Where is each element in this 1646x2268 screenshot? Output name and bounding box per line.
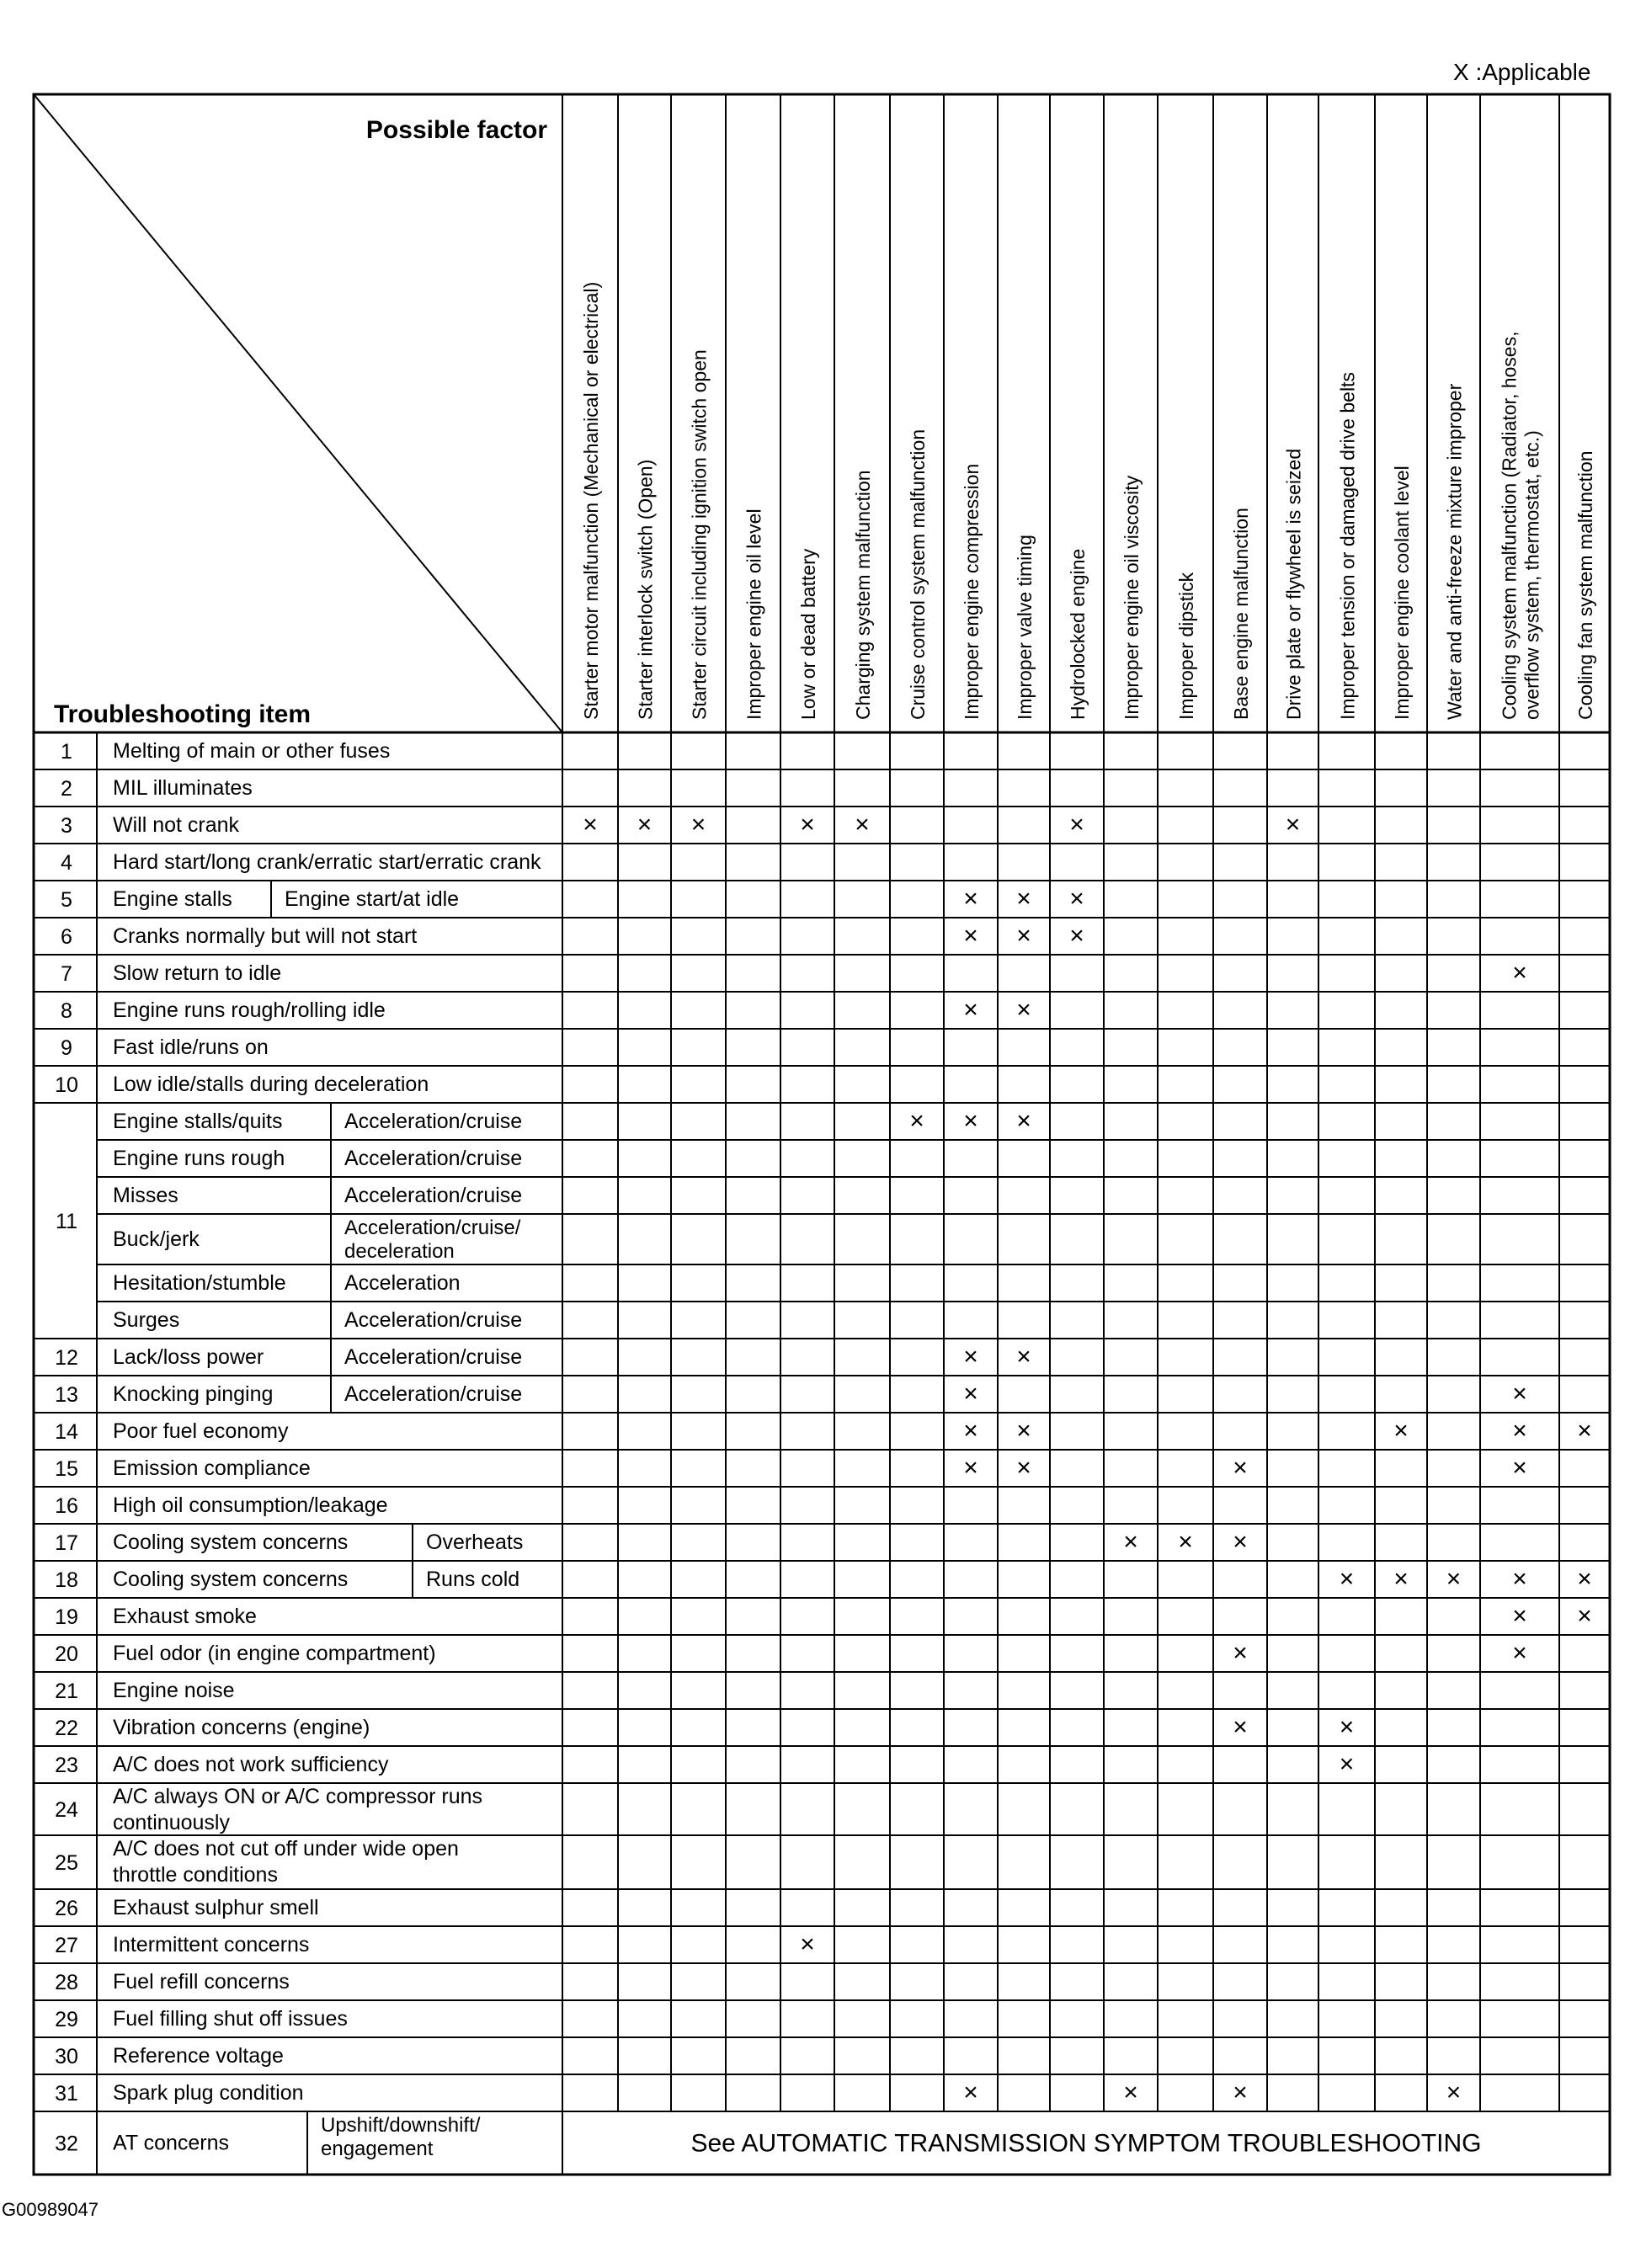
- row-number: 10: [55, 1073, 78, 1097]
- applicable-legend: X :Applicable: [1453, 59, 1591, 85]
- row-number: 14: [55, 1420, 78, 1444]
- row-number: 1: [61, 740, 72, 764]
- row-number: 4: [61, 851, 72, 875]
- troubleshooting-item: MIL illuminates: [113, 776, 253, 800]
- condition-text: Acceleration/cruise: [344, 1110, 523, 1133]
- troubleshooting-item: A/C always ON or A/C compressor runs: [113, 1785, 483, 1808]
- troubleshooting-item: A/C does not cut off under wide open: [113, 1837, 459, 1861]
- applicable-mark: ×: [800, 1930, 815, 1958]
- troubleshooting-item: Exhaust sulphur smell: [113, 1896, 319, 1919]
- row-number: 7: [61, 962, 72, 986]
- troubleshooting-item: Cooling system concerns: [113, 1531, 349, 1554]
- row-number: 9: [61, 1036, 72, 1060]
- possible-factor-label: Possible factor: [365, 116, 547, 144]
- applicable-mark: ×: [1339, 1713, 1355, 1741]
- factor-label-2: Starter interlock switch (Open): [634, 459, 657, 720]
- applicable-mark: ×: [963, 922, 978, 950]
- applicable-mark: ×: [1339, 1750, 1355, 1778]
- condition-text: Acceleration/cruise: [344, 1184, 523, 1207]
- applicable-mark: ×: [1512, 1417, 1527, 1445]
- factor-label-15: Improper tension or damaged drive belts: [1336, 372, 1359, 720]
- applicable-mark: ×: [1512, 1565, 1527, 1593]
- applicable-mark: ×: [963, 1417, 978, 1445]
- applicable-mark: ×: [1233, 1713, 1248, 1741]
- applicable-mark: ×: [1123, 2079, 1138, 2106]
- applicable-mark: ×: [1016, 996, 1031, 1024]
- applicable-mark: ×: [1178, 1528, 1193, 1556]
- applicable-mark: ×: [1233, 2079, 1248, 2106]
- row-number: 12: [55, 1346, 78, 1370]
- applicable-mark: ×: [1339, 1565, 1355, 1593]
- applicable-mark: ×: [1577, 1417, 1592, 1445]
- troubleshooting-item: Hesitation/stumble: [113, 1271, 286, 1295]
- see-at-troubleshooting-note: See AUTOMATIC TRANSMISSION SYMPTOM TROUBLESHOOTING: [690, 2129, 1482, 2158]
- troubleshooting-item: Knocking pinging: [113, 1382, 274, 1406]
- applicable-mark: ×: [1233, 1528, 1248, 1556]
- troubleshooting-item: Fuel refill concerns: [113, 1970, 290, 1994]
- row-number: 23: [55, 1754, 78, 1777]
- applicable-mark: ×: [800, 811, 815, 839]
- factor-label-17: Water and anti-freeze mixture improper: [1443, 383, 1466, 720]
- applicable-mark: ×: [1069, 811, 1084, 839]
- factor-label-19: Cooling fan system malfunction: [1574, 450, 1596, 720]
- troubleshooting-item: Fast idle/runs on: [113, 1036, 269, 1059]
- troubleshooting-item: Reference voltage: [113, 2044, 284, 2068]
- applicable-mark: ×: [1016, 885, 1031, 913]
- applicable-mark: ×: [1577, 1602, 1592, 1630]
- row-number: 3: [61, 814, 72, 838]
- condition-text: Acceleration/cruise: [344, 1147, 523, 1170]
- applicable-mark: ×: [1512, 959, 1527, 987]
- condition-text: Runs cold: [426, 1568, 520, 1591]
- troubleshooting-item: Misses: [113, 1184, 178, 1207]
- troubleshooting-item: A/C does not work sufficiency: [113, 1753, 389, 1776]
- condition-text: Acceleration: [344, 1271, 461, 1295]
- applicable-mark: ×: [637, 811, 653, 839]
- factor-label-11: Improper engine oil viscosity: [1121, 475, 1143, 720]
- row-number: 22: [55, 1717, 78, 1740]
- applicable-mark: ×: [963, 996, 978, 1024]
- factor-label-16: Improper engine coolant level: [1391, 466, 1413, 720]
- applicable-mark: ×: [963, 1343, 978, 1371]
- applicable-mark: ×: [1512, 1602, 1527, 1630]
- factor-label-6: Charging system malfunction: [852, 470, 874, 720]
- row-number: 18: [55, 1568, 78, 1592]
- factor-label-4: Improper engine oil level: [743, 508, 765, 720]
- condition-text: engagement: [321, 2138, 434, 2160]
- applicable-mark: ×: [583, 811, 598, 839]
- troubleshooting-item: Lack/loss power: [113, 1345, 264, 1369]
- factor-label-10: Hydrolocked engine: [1067, 548, 1089, 720]
- factor-label-8: Improper engine compression: [961, 463, 983, 720]
- troubleshooting-item: Engine runs rough: [113, 1147, 285, 1170]
- troubleshooting-item: Poor fuel economy: [113, 1419, 289, 1443]
- row-number: 27: [55, 1934, 78, 1957]
- applicable-mark: ×: [963, 1380, 978, 1408]
- troubleshooting-item: Buck/jerk: [113, 1227, 200, 1251]
- row-number: 24: [55, 1798, 78, 1822]
- condition-text: Acceleration/cruise: [344, 1308, 523, 1332]
- troubleshooting-item: Fuel filling shut off issues: [113, 2007, 348, 2031]
- row-number: 15: [55, 1457, 78, 1481]
- troubleshooting-item-label: Troubleshooting item: [54, 700, 311, 728]
- troubleshooting-item: Cranks normally but will not start: [113, 924, 418, 948]
- condition-text: Upshift/downshift/: [321, 2114, 481, 2137]
- troubleshooting-item: Engine runs rough/rolling idle: [113, 998, 386, 1022]
- troubleshooting-item: Cooling system concerns: [113, 1568, 349, 1591]
- troubleshooting-item: Engine noise: [113, 1679, 235, 1702]
- header-diagonal: [34, 94, 562, 732]
- applicable-mark: ×: [963, 2079, 978, 2106]
- factor-label-14: Drive plate or flywheel is seized: [1282, 448, 1305, 720]
- row-number: 31: [55, 2082, 78, 2106]
- row-number: 30: [55, 2045, 78, 2068]
- applicable-mark: ×: [1393, 1417, 1409, 1445]
- applicable-mark: ×: [1446, 1565, 1462, 1593]
- factor-label-18: overflow system, thermostat, etc.): [1521, 430, 1543, 720]
- applicable-mark: ×: [690, 811, 706, 839]
- factor-label-9: Improper valve timing: [1014, 535, 1036, 720]
- row-number: 32: [55, 2132, 78, 2156]
- row-number: 6: [61, 925, 72, 949]
- troubleshooting-item: Engine stalls: [113, 887, 232, 911]
- figure-id: G00989047: [2, 2199, 99, 2220]
- troubleshooting-item: Intermittent concerns: [113, 1933, 310, 1957]
- row-number: 25: [55, 1851, 78, 1875]
- row-number: 17: [55, 1531, 78, 1555]
- applicable-mark: ×: [1069, 885, 1084, 913]
- applicable-mark: ×: [963, 1107, 978, 1135]
- applicable-mark: ×: [1577, 1565, 1592, 1593]
- applicable-mark: ×: [1069, 922, 1084, 950]
- row-number: 2: [61, 777, 72, 801]
- troubleshooting-item: Vibration concerns (engine): [113, 1716, 370, 1739]
- troubleshooting-item: Engine stalls/quits: [113, 1110, 283, 1133]
- applicable-mark: ×: [1016, 1107, 1031, 1135]
- row-number: 20: [55, 1642, 78, 1666]
- troubleshooting-item: High oil consumption/leakage: [113, 1493, 388, 1517]
- row-number: 11: [56, 1210, 77, 1233]
- applicable-mark: ×: [1446, 2079, 1462, 2106]
- troubleshooting-item: Fuel odor (in engine compartment): [113, 1642, 436, 1665]
- condition-text: Overheats: [426, 1531, 524, 1554]
- applicable-mark: ×: [963, 1454, 978, 1482]
- troubleshooting-item: Exhaust smoke: [113, 1605, 257, 1628]
- applicable-mark: ×: [855, 811, 870, 839]
- applicable-mark: ×: [1285, 811, 1301, 839]
- troubleshooting-item: Slow return to idle: [113, 961, 282, 985]
- row-number: 29: [55, 2008, 78, 2031]
- condition-text: Acceleration/cruise: [344, 1345, 523, 1369]
- applicable-mark: ×: [1233, 1454, 1248, 1482]
- row-number: 28: [55, 1971, 78, 1994]
- factor-label-1: Starter motor malfunction (Mechanical or electrical): [580, 281, 602, 720]
- troubleshooting-item: Surges: [113, 1308, 180, 1332]
- row-number: 5: [61, 888, 72, 912]
- row-number: 21: [55, 1680, 78, 1703]
- applicable-mark: ×: [1512, 1639, 1527, 1667]
- troubleshooting-item: AT concerns: [113, 2131, 230, 2155]
- applicable-mark: ×: [1393, 1565, 1409, 1593]
- row-number: 26: [55, 1897, 78, 1920]
- row-number: 13: [55, 1383, 78, 1407]
- factor-label-12: Improper dipstick: [1175, 572, 1197, 720]
- troubleshooting-item: Emission compliance: [113, 1456, 311, 1480]
- factor-label-3: Starter circuit including ignition switch open: [688, 349, 711, 720]
- factor-label-13: Base engine malfunction: [1230, 508, 1252, 720]
- condition-text: Acceleration/cruise: [344, 1382, 523, 1406]
- factor-label-5: Low or dead battery: [797, 548, 819, 720]
- troubleshooting-item: Will not crank: [113, 813, 240, 837]
- applicable-mark: ×: [1016, 1417, 1031, 1445]
- factor-label-7: Cruise control system malfunction: [907, 429, 929, 720]
- troubleshooting-item: continuously: [113, 1811, 230, 1834]
- troubleshooting-item: Spark plug condition: [113, 2081, 304, 2105]
- applicable-mark: ×: [909, 1107, 924, 1135]
- troubleshooting-item: Hard start/long crank/erratic start/erratic crank: [113, 850, 541, 874]
- troubleshooting-item: Low idle/stalls during deceleration: [113, 1073, 429, 1096]
- troubleshooting-item: Melting of main or other fuses: [113, 739, 391, 763]
- condition-text: Acceleration/cruise/: [344, 1217, 521, 1239]
- applicable-mark: ×: [1016, 922, 1031, 950]
- condition-text: deceleration: [344, 1240, 455, 1263]
- row-number: 16: [55, 1494, 78, 1518]
- applicable-mark: ×: [1123, 1528, 1138, 1556]
- applicable-mark: ×: [963, 885, 978, 913]
- applicable-mark: ×: [1016, 1343, 1031, 1371]
- troubleshooting-item: throttle conditions: [113, 1863, 278, 1887]
- applicable-mark: ×: [1233, 1639, 1248, 1667]
- applicable-mark: ×: [1512, 1380, 1527, 1408]
- applicable-mark: ×: [1016, 1454, 1031, 1482]
- row-number: 8: [61, 999, 72, 1023]
- factor-label-18: Cooling system malfunction (Radiator, hoses,: [1498, 331, 1521, 720]
- condition-text: Engine start/at idle: [285, 887, 460, 911]
- row-number: 19: [55, 1605, 78, 1629]
- applicable-mark: ×: [1512, 1454, 1527, 1482]
